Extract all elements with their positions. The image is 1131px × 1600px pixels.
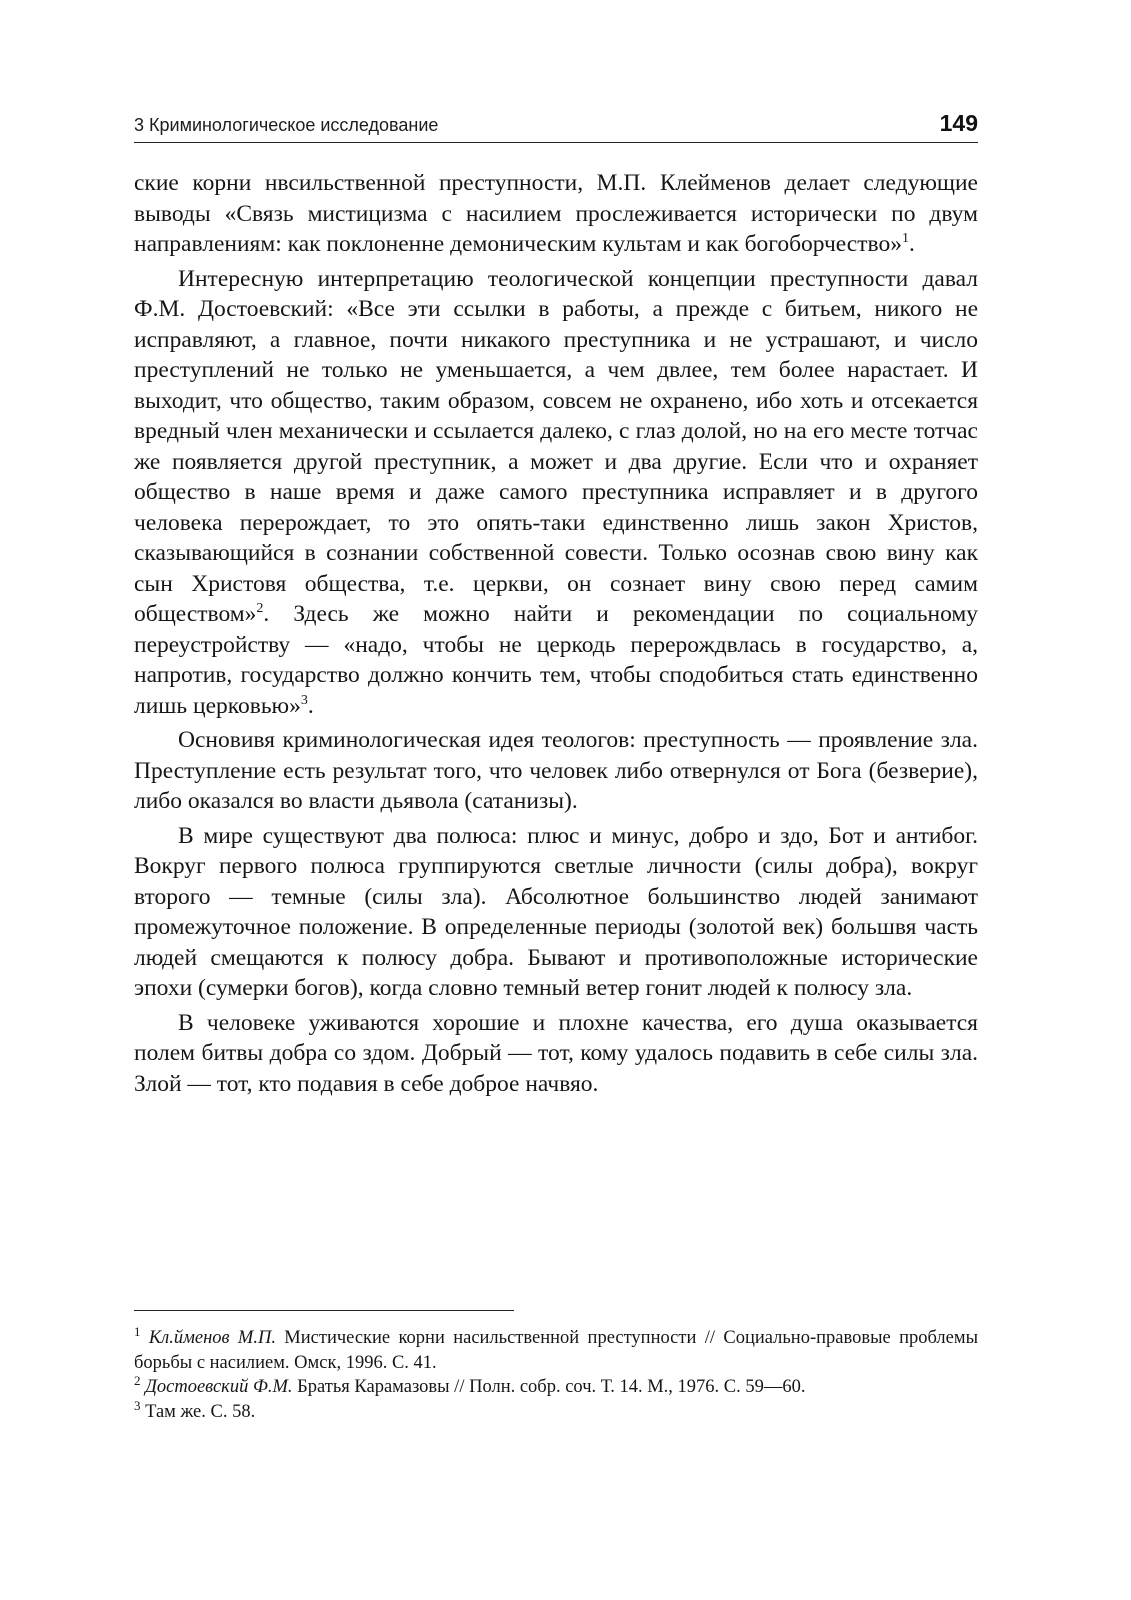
footnote-author: Достоевский Ф.М.: [145, 1377, 293, 1397]
paragraph: В мире существуют два полюса: плюс и минус, добро и здо, Бот и антибог. Вокруг первого полюса группируются светлые личности (силы добра), вокруг второго — темные (силы зла). Абсолютное большинство людей занимают промежуточное положение. В определенные периоды (золотой век) большвя часть людей смещаются к полюсу добра. Бывают и противоположные исторические эпохи (сумерки богов), когда словно темный ветер гонит людей к полюсу зла.: [134, 822, 978, 1001]
footnote-ref[interactable]: 2: [256, 601, 264, 617]
footnote-number: 1: [134, 1323, 141, 1339]
footnote: $^3$ Там же. С. 58.: [134, 1397, 256, 1422]
footnote-ref[interactable]: 3: [300, 692, 308, 708]
footnote-author: Кл.йменов М.П.: [148, 1328, 276, 1348]
footnote-number: 3: [134, 1397, 141, 1413]
paragraph: Основивя криминологическая идея теологов: преступность — проявление зла. Преступление есть результат того, что человек либо отвернулся от Бога (безверие), либо оказался во власти дьявола (сатанизы).: [134, 727, 978, 814]
running-header: [134, 112, 978, 143]
paragraph: Интересную интерпретацию теологической концепции преступности давал Ф.М. Достоевский: «Все эти ссылки в работы, а прежде с битьем, никого не исправляют, а главное, почти никакого преступника и не устрашают, и число преступлений не только не уменьшается, а чем двлее, тем более нарастает. И выходит, что общество, таким образом, совсем не охранено, ибо хоть и отсекается вредный член механически и ссылается далеко, с глаз долой, но на его месте тотчас же появляется другой преступник, а может и два другие. Если что и охраняет общество в наше время и даже самого преступника исправляет и в другого человека перерождает, то это опять-таки единственно лишь закон Христов, сказывающийся в сознании собственной совести. Только осознав свою вину как сын Христовя общества, т.е. церкви, он сознает вину свою перед самим обществом»$^2$. Здесь же можно найти и рекомендации по социальному переустройству — «надо, чтобы не церкодь перерождвлась в государство, а, напротив, государство должно кончить тем, чтобы сподобиться стать единственно лишь церковью»$^3$.: [134, 265, 978, 719]
paragraph: В человеке уживаются хорошие и плохне качества, его душа оказывается полем битвы добра со здом. Добрый — тот, кому удалось подавить в себе силы зла. Злой — тот, кто подавия в себе доброе начвяо.: [134, 1009, 978, 1097]
main-text: [134, 168, 978, 1103]
page-number: 149: [939, 110, 978, 136]
paragraph: ские корни нвсильственной преступности, М.П. Клейменов делает следующие выводы «Связь мистицизма с насилием прослеживается исторически по двум направлениям: как поклоненне демоническим культам и как богоборчество»$^1$.: [134, 170, 978, 257]
footnote-divider: [134, 1310, 514, 1311]
footnote-number: 2: [134, 1372, 141, 1388]
footnotes: [134, 1323, 979, 1424]
footnote: $^1$ Кл.йменов М.П. Мистические корни насильственной преступности // Социально-правовые проблемы борьбы с насилием. Омск, 1996. С. 41.: [134, 1323, 979, 1373]
footnote: $^2$ Достоевский Ф.М. Братья Карамазовы // Полн. собр. соч. Т. 14. М., 1976. С. 59—60.: [134, 1372, 806, 1397]
chapter-title: 3 Криминологическое исследование: [134, 115, 439, 135]
footnote-ref[interactable]: 1: [901, 231, 909, 247]
